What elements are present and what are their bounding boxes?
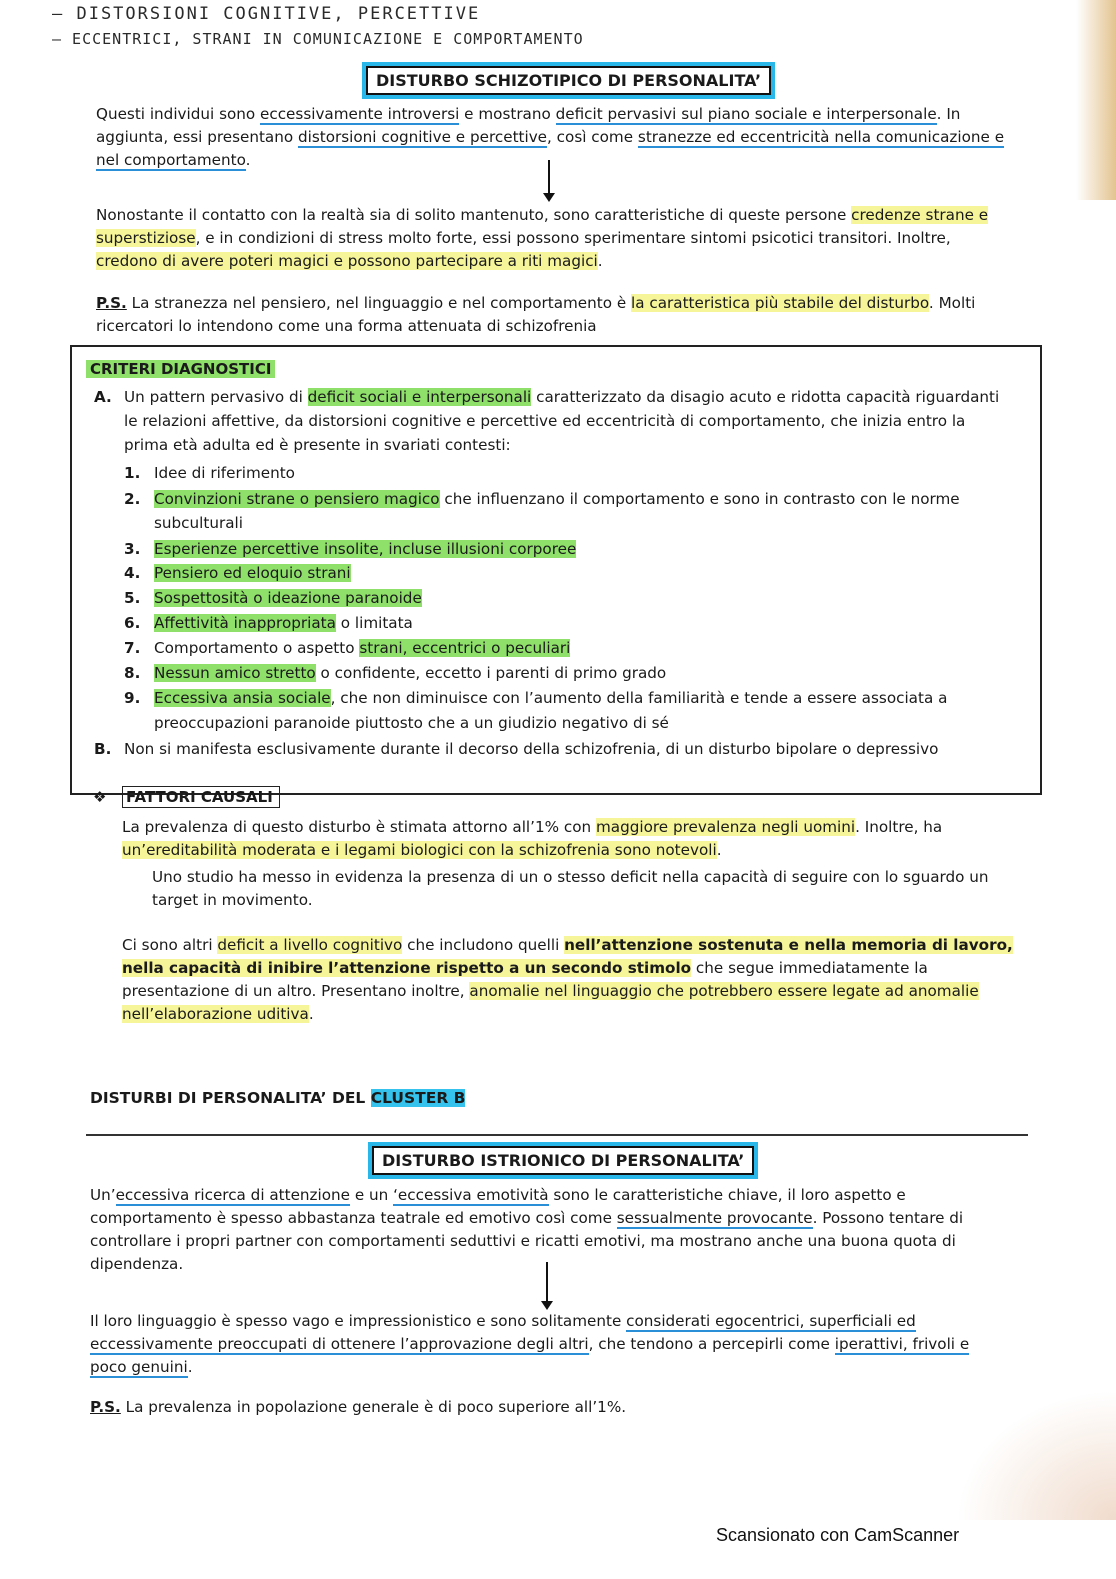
criterion-item-3: 3. Esperienze percettive insolite, incluse illusioni corporee (124, 540, 577, 558)
istrionico-paragraph-1: Un’eccessiva ricerca di attenzione e un ‘eccessiva emotività sono le caratteristiche chiave, il loro aspetto e comportamento è spesso abbastanza teatrale ed emotivo così come sessualmente provocante. Possono tentare di controllare i propri partner con comportamenti seduttivi e ricatti emotivi, ma mostrano anche una buona quota di dipendenza. (90, 1186, 964, 1273)
criterion-item-2: 2. Convinzioni strane o pensiero magico che influenzano il comportamento e sono in contrasto con le norme (124, 490, 960, 508)
criterion-item-1: 1. Idee di riferimento (124, 464, 295, 482)
handwritten-note-1: – DISTORSIONI COGNITIVE, PERCETTIVE (52, 4, 481, 24)
criterion-a-line-3: prima età adulta ed è presente in svariati contesti: (124, 436, 511, 454)
criterion-a-line-1: A. Un pattern pervasivo di deficit sociali e interpersonali caratterizzato da disagio acuto e ridotta capacità riguardanti (94, 388, 1000, 406)
diamond-bullet-icon: ❖ (93, 788, 107, 806)
schizotipico-paragraph-2: Nonostante il contatto con la realtà sia di solito mantenuto, sono caratteristiche di queste persone credenze strane e superstiziose, e in condizioni di stress molto forte, essi possono sperimentare sintomi psicotici transitori. Inoltre, credono di avere poteri magici e possono partecipare a riti magici. (96, 206, 989, 270)
schizotipico-paragraph-3: P.S. La stranezza nel pensiero, nel linguaggio e nel comportamento è la caratteristica più stabile del disturbo. Molti ricercatori lo intendono come una forma attenuata di schizofrenia (96, 294, 976, 335)
criterion-item-9-cont: preoccupazioni paranoide piuttosto che a un giudizio negativo di sé (154, 714, 669, 732)
page-edge-shadow (1076, 0, 1116, 200)
handwritten-note-2: – ECCENTRICI, STRANI IN COMUNICAZIONE E COMPORTAMENTO (52, 30, 584, 48)
criterion-a-line-2: le relazioni affettive, da distorsioni cognitive e percettive ed eccentricità di comportamento, che inizia entro la (124, 412, 966, 430)
criterion-item-8: 8. Nessun amico stretto o confidente, eccetto i parenti di primo grado (124, 664, 667, 682)
istrionico-paragraph-2: Il loro linguaggio è spesso vago e impressionistico e sono solitamente considerati egocentrici, superficiali ed eccessivamente preoccupati di ottenere l’approvazione degli altri, che tendono a percepirli come iperattivi, frivoli e poco genuini. (90, 1312, 970, 1376)
criterion-item-4: 4. Pensiero ed eloquio strani (124, 564, 351, 582)
criterion-item-9: 9. Eccessiva ansia sociale, che non diminuisce con l’aumento della familiarità e tende a essere associata a (124, 689, 948, 707)
criterion-item-6: 6. Affettività inappropriata o limitata (124, 614, 413, 632)
scanner-footer: Scansionato con CamScanner (716, 1525, 960, 1545)
fattori-causali-title: FATTORI CAUSALI (122, 786, 280, 808)
criterion-item-2-cont: subculturali (154, 514, 243, 532)
section-title-schizotipico: DISTURBO SCHIZOTIPICO DI PERSONALITA’ (366, 66, 771, 95)
criteria-title: CRITERI DIAGNOSTICI (86, 360, 275, 378)
istrionico-paragraph-3: P.S. La prevalenza in popolazione generale è di poco superiore all’1%. (90, 1398, 627, 1416)
section-title-istrionico: DISTURBO ISTRIONICO DI PERSONALITA’ (372, 1146, 754, 1175)
down-arrow-2 (546, 1262, 548, 1308)
fattori-paragraph-2: Uno studio ha messo in evidenza la presenza di un o stesso deficit nella capacità di seguire con lo sguardo un target in movimento. (152, 868, 989, 909)
section-divider (86, 1134, 1028, 1136)
criterion-item-7: 7. Comportamento o aspetto strani, eccentrici o peculiari (124, 639, 571, 657)
criterion-b: B. Non si manifesta esclusivamente durante il decorso della schizofrenia, di un disturbo bipolare o depressivo (94, 740, 939, 758)
cluster-b-heading: DISTURBI DI PERSONALITA’ DEL CLUSTER B (90, 1089, 466, 1107)
criterion-item-5: 5. Sospettosità o ideazione paranoide (124, 589, 422, 607)
fattori-paragraph-1: La prevalenza di questo disturbo è stimata attorno all’1% con maggiore prevalenza negli uomini. Inoltre, ha un’ereditabilità moderata e i legami biologici con la schizofrenia sono notevoli. (122, 818, 943, 859)
down-arrow-1 (548, 160, 550, 200)
schizotipico-paragraph-1: Questi individui sono eccessivamente introversi e mostrano deficit pervasivi sul piano sociale e interpersonale. In aggiunta, essi presentano distorsioni cognitive e percettive, così come stranezze ed eccentricità nella comunicazione e nel comportamento. (96, 105, 1005, 169)
fattori-paragraph-3: Ci sono altri deficit a livello cognitivo che includono quelli nell’attenzione sostenuta e nella memoria di lavoro, nella capacità di inibire l’attenzione rispetto a un secondo stimolo che segue immediatamente la presentazione di un altro. Presentano inoltre, anomalie nel linguaggio che potrebbero essere legate ad anomalie nell’elaborazione uditiva. (122, 936, 1013, 1023)
